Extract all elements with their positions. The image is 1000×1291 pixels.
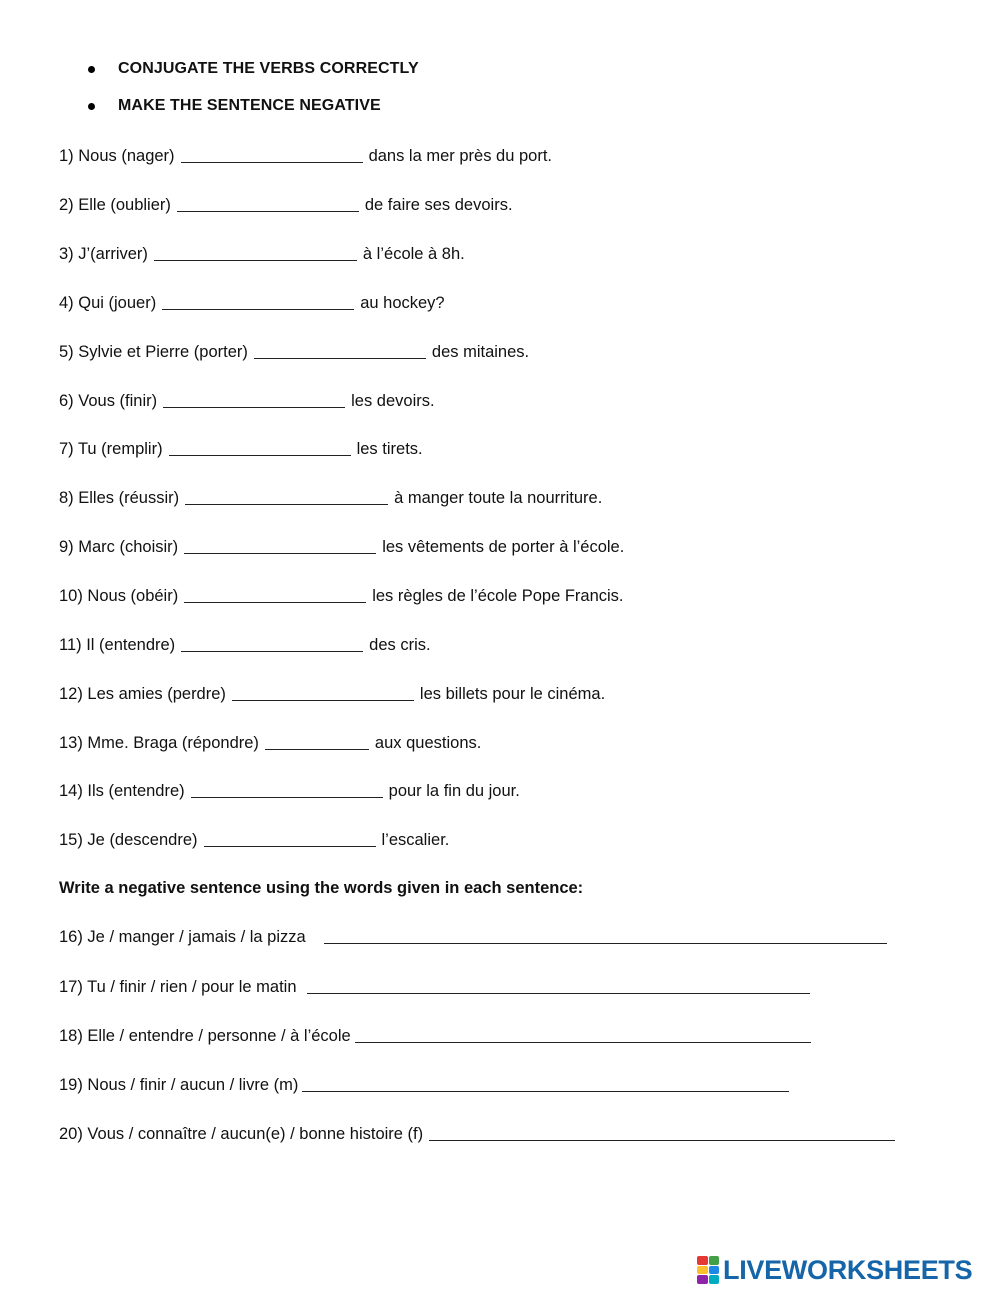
question-ending: aux questions. [374, 734, 482, 752]
question-ending: au hockey? [360, 294, 445, 312]
question-ending: dans la mer près du port. [368, 147, 552, 165]
question-prompt: 5) Sylvie et Pierre (porter) [59, 343, 248, 361]
answer-blank[interactable] [204, 845, 376, 847]
answer-blank[interactable] [265, 748, 369, 750]
question-ending: les devoirs. [351, 392, 435, 410]
question-prompt: 14) Ils (entendre) [59, 782, 185, 800]
question-prompt: 20) Vous / connaître / aucun(e) / bonne histoire (f) [59, 1125, 424, 1143]
question-13 [59, 734, 481, 753]
answer-blank[interactable] [324, 942, 887, 944]
question-prompt: 11) Il (entendre) [59, 636, 176, 654]
question-17 [59, 978, 816, 997]
question-11 [59, 636, 431, 655]
question-prompt: 16) Je / manger / jamais / la pizza [59, 928, 306, 946]
question-ending: les tirets. [356, 440, 423, 458]
logo-text: LIVEWORKSHEETS [723, 1254, 973, 1285]
bullet-icon [88, 103, 95, 110]
question-ending: l’escalier. [381, 831, 450, 849]
question-prompt: 7) Tu (remplir) [59, 440, 163, 458]
question-8 [59, 489, 602, 508]
question-9 [59, 538, 624, 557]
logo-block [697, 1256, 708, 1265]
answer-blank[interactable] [154, 259, 357, 261]
question-ending: à l’école à 8h. [362, 245, 465, 263]
answer-blank[interactable] [184, 552, 376, 554]
question-prompt: 10) Nous (obéir) [59, 587, 179, 605]
question-14 [59, 782, 520, 801]
question-ending: de faire ses devoirs. [364, 196, 513, 214]
question-4 [59, 294, 445, 313]
question-18 [59, 1027, 817, 1046]
answer-blank[interactable] [191, 796, 383, 798]
question-prompt: 19) Nous / finir / aucun / livre (m) [59, 1076, 299, 1094]
question-ending: les vêtements de porter à l’école. [382, 538, 625, 556]
question-7 [59, 440, 423, 459]
question-prompt: 9) Marc (choisir) [59, 538, 179, 556]
question-prompt: 3) J’(arriver) [59, 245, 148, 263]
question-5 [59, 343, 529, 362]
instruction-text: CONJUGATE THE VERBS CORRECTLY [118, 60, 419, 77]
question-6 [59, 392, 435, 411]
logo-blocks-icon [697, 1256, 719, 1284]
question-prompt: 12) Les amies (perdre) [59, 685, 226, 703]
question-ending: à manger toute la nourriture. [394, 489, 603, 507]
answer-blank[interactable] [185, 503, 388, 505]
answer-blank[interactable] [429, 1139, 895, 1141]
liveworksheets-logo [697, 1255, 972, 1285]
answer-blank[interactable] [181, 161, 363, 163]
question-ending: des cris. [369, 636, 431, 654]
question-prompt: 18) Elle / entendre / personne / à l’école [59, 1027, 351, 1045]
question-ending: les billets pour le cinéma. [419, 685, 606, 703]
answer-blank[interactable] [302, 1090, 789, 1092]
logo-block [709, 1266, 720, 1275]
bullet-icon [88, 66, 95, 73]
answer-blank[interactable] [177, 210, 359, 212]
question-prompt: 15) Je (descendre) [59, 831, 198, 849]
logo-block [697, 1275, 708, 1284]
logo-block [709, 1275, 720, 1284]
question-20 [59, 1125, 901, 1144]
question-prompt: 4) Qui (jouer) [59, 294, 157, 312]
question-2 [59, 196, 513, 215]
answer-blank[interactable] [169, 454, 351, 456]
question-1 [59, 147, 552, 166]
answer-blank[interactable] [355, 1041, 811, 1043]
answer-blank[interactable] [181, 650, 363, 652]
answer-blank[interactable] [307, 992, 810, 994]
question-ending: pour la fin du jour. [388, 782, 520, 800]
question-19 [59, 1076, 795, 1095]
question-ending: les règles de l’école Pope Francis. [372, 587, 624, 605]
question-10 [59, 587, 624, 606]
question-12 [59, 685, 605, 704]
question-prompt: 13) Mme. Braga (répondre) [59, 734, 259, 752]
instruction-text: MAKE THE SENTENCE NEGATIVE [118, 97, 381, 114]
question-ending: des mitaines. [431, 343, 530, 361]
logo-block [709, 1256, 720, 1265]
question-prompt: 6) Vous (finir) [59, 392, 158, 410]
question-15 [59, 831, 449, 850]
question-prompt: 1) Nous (nager) [59, 147, 175, 165]
question-prompt: 8) Elles (réussir) [59, 489, 180, 507]
answer-blank[interactable] [162, 308, 354, 310]
question-3 [59, 245, 465, 264]
answer-blank[interactable] [254, 357, 426, 359]
answer-blank[interactable] [232, 699, 414, 701]
answer-blank[interactable] [184, 601, 366, 603]
logo-block [697, 1266, 708, 1275]
question-16 [59, 928, 893, 947]
question-prompt: 2) Elle (oublier) [59, 196, 171, 214]
section-heading: Write a negative sentence using the words given in each sentence: [59, 879, 584, 897]
question-prompt: 17) Tu / finir / rien / pour le matin [59, 978, 297, 996]
answer-blank[interactable] [163, 406, 345, 408]
